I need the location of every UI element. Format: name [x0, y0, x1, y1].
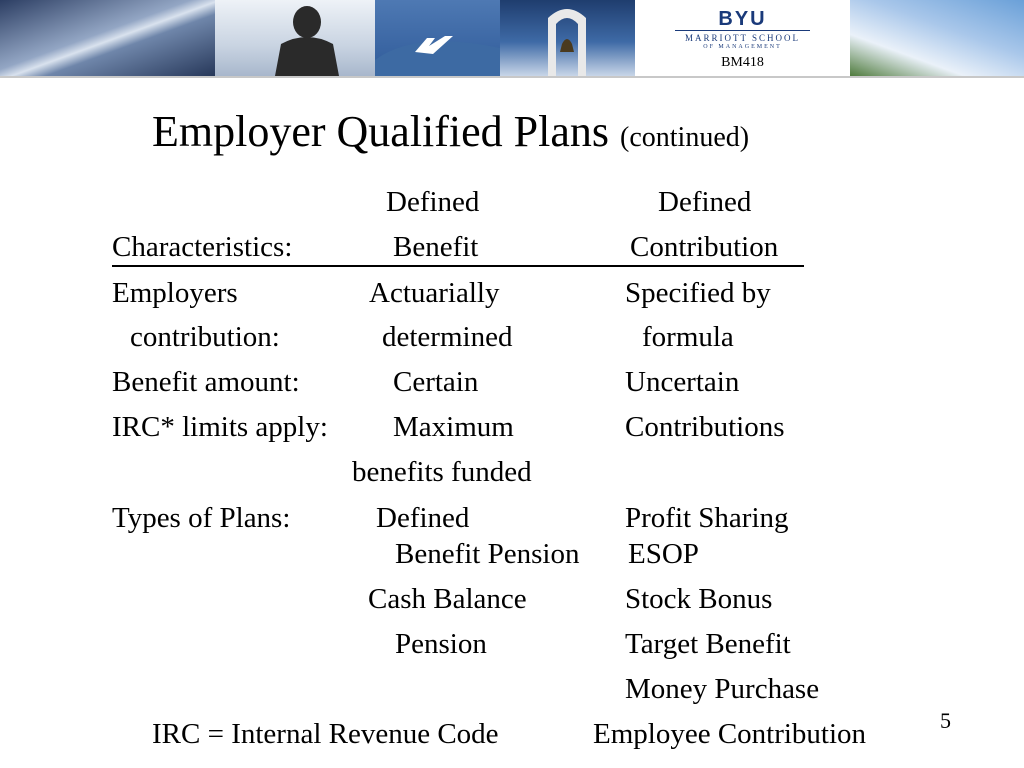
logo-rule [675, 30, 810, 31]
row-defined-benefit: Benefit Pension [395, 538, 580, 570]
row-defined-contribution: Money Purchase [625, 673, 820, 705]
header-dc-line1: Defined [658, 186, 752, 218]
row-defined-contribution: Specified by [625, 277, 771, 309]
row-defined-benefit: determined [382, 321, 513, 353]
logo-byu-text: BYU [718, 8, 767, 30]
title-main: Employer Qualified Plans [152, 107, 610, 156]
row-defined-contribution: Target Benefit [625, 628, 791, 660]
banner-photo-bell-tower [500, 0, 635, 76]
statue-silhouette-icon [215, 0, 375, 76]
row-defined-benefit: Defined [376, 502, 470, 534]
row-defined-contribution: Uncertain [625, 366, 740, 398]
banner-photo-statue [215, 0, 375, 76]
row-defined-benefit: benefits funded [352, 456, 532, 488]
slide-title [152, 106, 749, 157]
y-mountain-icon [375, 0, 500, 76]
row-defined-benefit: Actuarially [369, 277, 500, 309]
course-code: BM418 [721, 55, 764, 70]
row-defined-contribution: Profit Sharing [625, 502, 789, 534]
row-defined-contribution: Stock Bonus [625, 583, 773, 615]
logo-mgmt-text: OF MANAGEMENT [703, 44, 782, 50]
header-underline [112, 265, 804, 267]
row-label: Benefit amount: [112, 366, 300, 398]
page-number: 5 [940, 708, 951, 733]
byu-logo-panel [635, 0, 850, 76]
row-defined-benefit: Cash Balance [368, 583, 527, 615]
row-defined-contribution: ESOP [628, 538, 699, 570]
row-label: IRC* limits apply: [112, 411, 328, 443]
banner-photo-building [0, 0, 215, 76]
header-banner [0, 0, 1024, 76]
header-db-line2: Benefit [393, 231, 479, 263]
banner-photo-tanner-building [850, 0, 1024, 76]
row-label: Employers [112, 277, 238, 309]
byu-logo [635, 0, 850, 76]
footnote-employee-contribution: Employee Contribution [593, 718, 867, 750]
banner-photo-y-mountain [375, 0, 500, 76]
row-label: Types of Plans: [112, 502, 291, 534]
row-defined-benefit: Pension [395, 628, 487, 660]
title-continued: (continued) [620, 122, 750, 153]
bell-tower-icon [500, 0, 635, 76]
header-dc-line2: Contribution [630, 231, 779, 263]
row-defined-contribution: formula [642, 321, 734, 353]
row-defined-benefit: Maximum [393, 411, 514, 443]
footnote-irc: IRC = Internal Revenue Code [152, 718, 499, 750]
row-label: contribution: [130, 321, 280, 353]
header-db-line1: Defined [386, 186, 480, 218]
logo-school-text: MARRIOTT SCHOOL [684, 33, 801, 43]
banner-divider [0, 76, 1024, 78]
row-defined-benefit: Certain [393, 366, 479, 398]
row-defined-contribution: Contributions [625, 411, 785, 443]
header-characteristics: Characteristics: [112, 231, 293, 263]
